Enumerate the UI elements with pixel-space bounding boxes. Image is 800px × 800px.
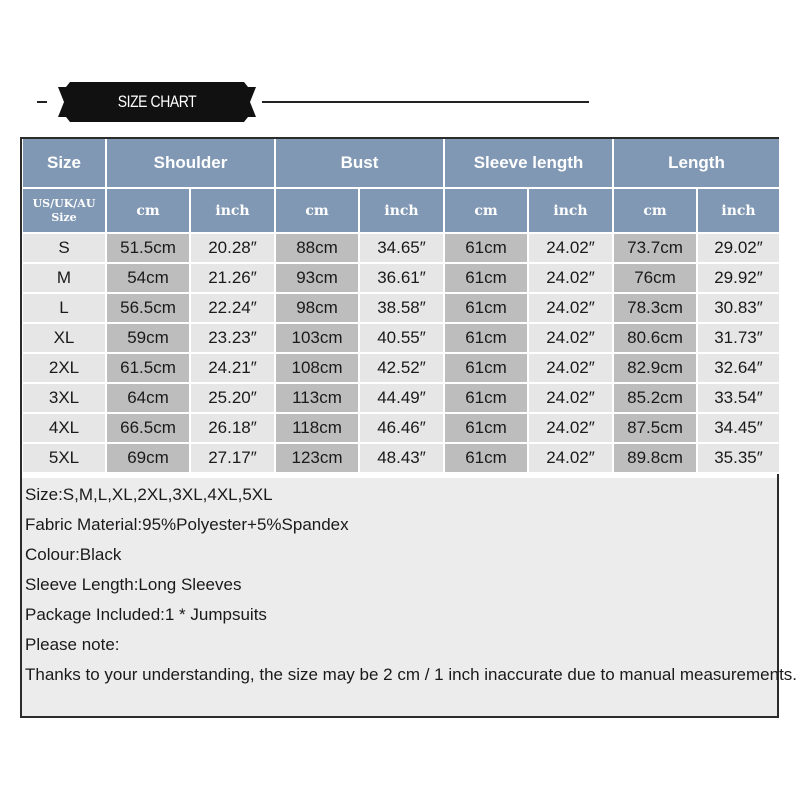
sleeve-inch-cell: 24.02″ [529,414,614,444]
bust-cm-cell: 88cm [276,234,360,264]
length-inch-cell: 35.35″ [698,444,779,474]
length-cm-cell: 76cm [614,264,698,294]
table-row [23,414,779,444]
bust-inch-cell: 36.61″ [360,264,445,294]
shoulder-cm-header: cm [107,189,191,234]
size-cell: 3XL [23,384,107,414]
table-row [23,264,779,294]
shoulder-inch-cell: 24.21″ [191,354,276,384]
length-inch-cell: 29.02″ [698,234,779,264]
sleeve-cm-cell: 61cm [445,324,529,354]
bust-cm-cell: 98cm [276,294,360,324]
shoulder-inch-cell: 22.24″ [191,294,276,324]
length-cm-header: cm [614,189,698,234]
table-row [23,444,779,474]
header-length: Length [614,139,779,189]
shoulder-inch-cell: 23.23″ [191,324,276,354]
length-inch-header: inch [698,189,779,234]
length-cm-cell: 85.2cm [614,384,698,414]
size-rows [23,234,779,474]
title-left-dash [37,101,47,103]
size-region-label: US/UK/AU Size [23,189,107,234]
note-line: Thanks to your understanding, the size may be 2 cm / 1 inch inaccurate due to manual measurements. [25,665,798,684]
sleeve-cm-cell: 61cm [445,264,529,294]
length-cm-cell: 73.7cm [614,234,698,264]
product-notes [25,480,798,690]
bust-cm-header: cm [276,189,360,234]
length-cm-cell: 78.3cm [614,294,698,324]
shoulder-cm-cell: 59cm [107,324,191,354]
bust-inch-cell: 42.52″ [360,354,445,384]
length-inch-cell: 29.92″ [698,264,779,294]
shoulder-cm-cell: 51.5cm [107,234,191,264]
sleeve-cm-cell: 61cm [445,234,529,264]
sleeve-cm-cell: 61cm [445,354,529,384]
shoulder-inch-cell: 25.20″ [191,384,276,414]
size-cell: M [23,264,107,294]
note-line: Package Included:1 * Jumpsuits [25,605,267,624]
shoulder-cm-cell: 56.5cm [107,294,191,324]
bust-cm-cell: 118cm [276,414,360,444]
title-right-rule [262,101,589,103]
table-row [23,294,779,324]
size-chart-banner [58,82,256,122]
sleeve-cm-cell: 61cm [445,294,529,324]
table-row [23,234,779,264]
bust-inch-cell: 40.55″ [360,324,445,354]
shoulder-inch-cell: 26.18″ [191,414,276,444]
note-line: Please note: [25,635,120,654]
bust-inch-cell: 38.58″ [360,294,445,324]
bust-inch-cell: 48.43″ [360,444,445,474]
shoulder-cm-cell: 61.5cm [107,354,191,384]
sleeve-inch-cell: 24.02″ [529,264,614,294]
bust-cm-cell: 113cm [276,384,360,414]
bust-inch-cell: 44.49″ [360,384,445,414]
table-row [23,324,779,354]
shoulder-cm-cell: 66.5cm [107,414,191,444]
sleeve-inch-cell: 24.02″ [529,384,614,414]
shoulder-cm-cell: 64cm [107,384,191,414]
sleeve-cm-header: cm [445,189,529,234]
bust-cm-cell: 93cm [276,264,360,294]
size-cell: 5XL [23,444,107,474]
length-cm-cell: 80.6cm [614,324,698,354]
size-cell: XL [23,324,107,354]
note-line: Size:S,M,L,XL,2XL,3XL,4XL,5XL [25,485,273,504]
bust-cm-cell: 123cm [276,444,360,474]
note-line: Sleeve Length:Long Sleeves [25,575,242,594]
size-cell: S [23,234,107,264]
page-title: SIZE CHART [117,92,197,111]
shoulder-cm-cell: 54cm [107,264,191,294]
unit-header-row [23,189,779,234]
table-row [23,384,779,414]
size-cell: 2XL [23,354,107,384]
shoulder-cm-cell: 69cm [107,444,191,474]
bust-cm-cell: 108cm [276,354,360,384]
size-cell: L [23,294,107,324]
length-inch-cell: 31.73″ [698,324,779,354]
shoulder-inch-cell: 20.28″ [191,234,276,264]
sleeve-inch-cell: 24.02″ [529,354,614,384]
note-line: Fabric Material:95%Polyester+5%Spandex [25,515,349,534]
header-bust: Bust [276,139,445,189]
header-shoulder: Shoulder [107,139,276,189]
group-header-row [23,139,779,189]
header-sleeve-length: Sleeve length [445,139,614,189]
bust-cm-cell: 103cm [276,324,360,354]
bust-inch-cell: 46.46″ [360,414,445,444]
sleeve-inch-cell: 24.02″ [529,294,614,324]
sleeve-inch-cell: 24.02″ [529,234,614,264]
length-inch-cell: 33.54″ [698,384,779,414]
length-cm-cell: 89.8cm [614,444,698,474]
shoulder-inch-cell: 21.26″ [191,264,276,294]
sleeve-inch-header: inch [529,189,614,234]
bust-inch-header: inch [360,189,445,234]
sleeve-cm-cell: 61cm [445,444,529,474]
header-size: Size [23,139,107,189]
length-inch-cell: 34.45″ [698,414,779,444]
note-line: Colour:Black [25,545,122,564]
length-inch-cell: 30.83″ [698,294,779,324]
length-inch-cell: 32.64″ [698,354,779,384]
sleeve-inch-cell: 24.02″ [529,324,614,354]
shoulder-inch-header: inch [191,189,276,234]
size-cell: 4XL [23,414,107,444]
sleeve-cm-cell: 61cm [445,414,529,444]
sleeve-cm-cell: 61cm [445,384,529,414]
size-table [23,139,779,474]
bust-inch-cell: 34.65″ [360,234,445,264]
length-cm-cell: 82.9cm [614,354,698,384]
sleeve-inch-cell: 24.02″ [529,444,614,474]
table-row [23,354,779,384]
shoulder-inch-cell: 27.17″ [191,444,276,474]
length-cm-cell: 87.5cm [614,414,698,444]
